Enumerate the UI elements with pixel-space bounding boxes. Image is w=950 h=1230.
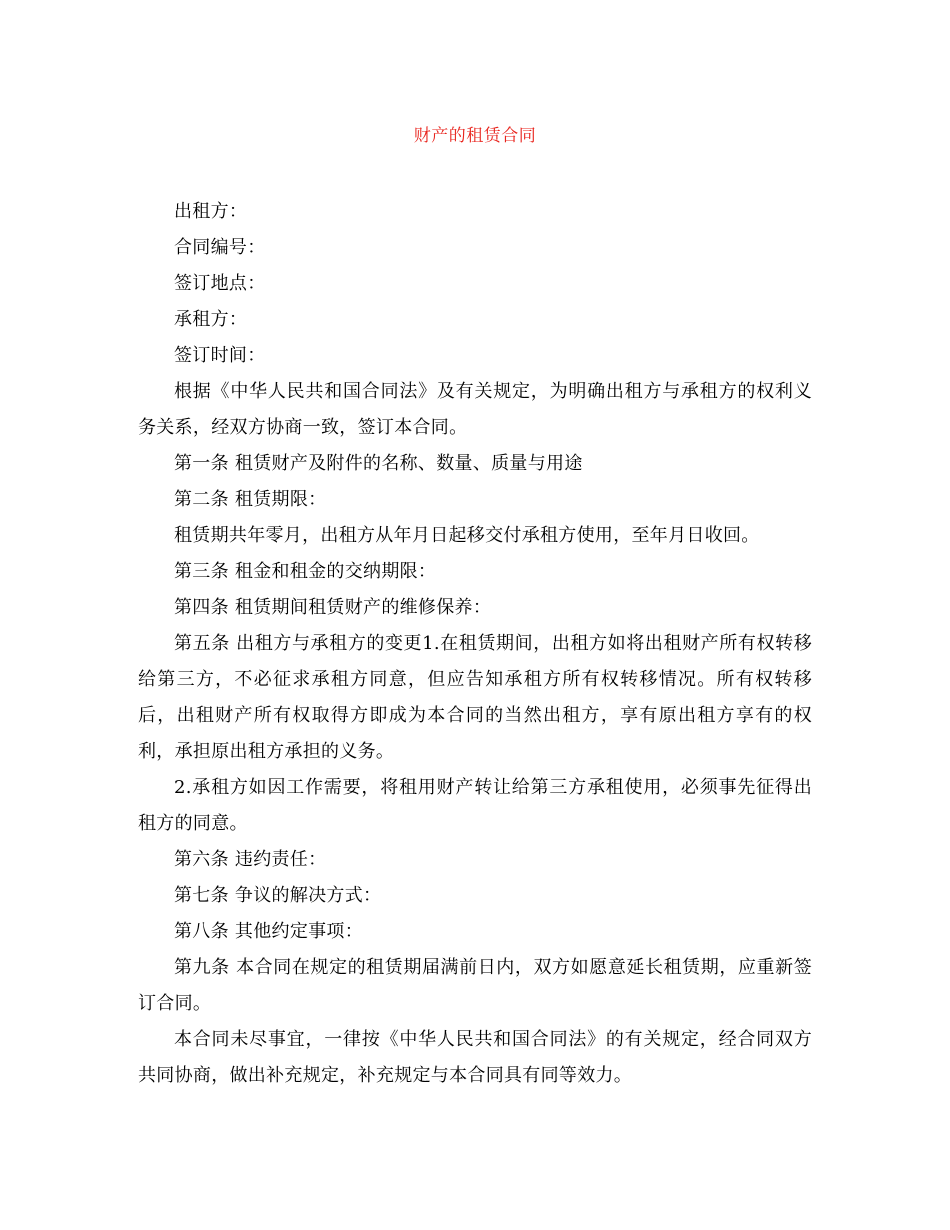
paragraph-article-1: 第一条 租赁财产及附件的名称、数量、质量与用途 — [174, 453, 583, 474]
paragraph-article-5-item-2: 2.承租方如因工作需要，将租用财产转让给第三方承租使用，必须事先征得出租方的同意。 — [138, 777, 812, 834]
paragraph-article-2: 第二条 租赁期限： — [174, 489, 327, 510]
paragraph-article-9: 第九条 本合同在规定的租赁期届满前日内，双方如愿意延长租赁期，应重新签订合同。 — [138, 957, 812, 1014]
paragraph-article-7: 第七条 争议的解决方式： — [174, 885, 382, 906]
paragraph-closing: 本合同未尽事宜，一律按《中华人民共和国合同法》的有关规定，经合同双方共同协商，做出补充规定，补充规定与本合同具有同等效力。 — [138, 1029, 812, 1086]
paragraph-signing-time: 签订时间： — [174, 345, 266, 366]
paragraph-article-3: 第三条 租金和租金的交纳期限： — [174, 561, 437, 582]
paragraph-lessor: 出租方： — [174, 201, 248, 222]
paragraph-contract-number: 合同编号： — [174, 237, 266, 258]
paragraph-signing-place: 签订地点： — [174, 273, 266, 294]
paragraph-article-6: 第六条 违约责任： — [174, 849, 327, 870]
document-body — [138, 194, 812, 1094]
paragraph-preamble: 根据《中华人民共和国合同法》及有关规定，为明确出租方与承租方的权利义务关系，经双方协商一致，签订本合同。 — [138, 381, 812, 438]
paragraph-article-5: 第五条 出租方与承租方的变更1.在租赁期间，出租方如将出租财产所有权转移给第三方，不必征求承租方同意，但应告知承租方所有权转移情况。所有权转移后，出租财产所有权取得方即成为本合同的当然出租方，享有原出租方享有的权利，承担原出租方承担的义务。 — [138, 633, 812, 762]
paragraph-lessee: 承租方： — [174, 309, 248, 330]
paragraph-article-4: 第四条 租赁期间租赁财产的维修保养： — [174, 597, 492, 618]
paragraph-lease-term: 租赁期共年零月，出租方从年月日起移交付承租方使用，至年月日收回。 — [174, 525, 760, 546]
paragraph-article-8: 第八条 其他约定事项： — [174, 921, 364, 942]
document-title: 财产的租赁合同 — [413, 126, 537, 146]
